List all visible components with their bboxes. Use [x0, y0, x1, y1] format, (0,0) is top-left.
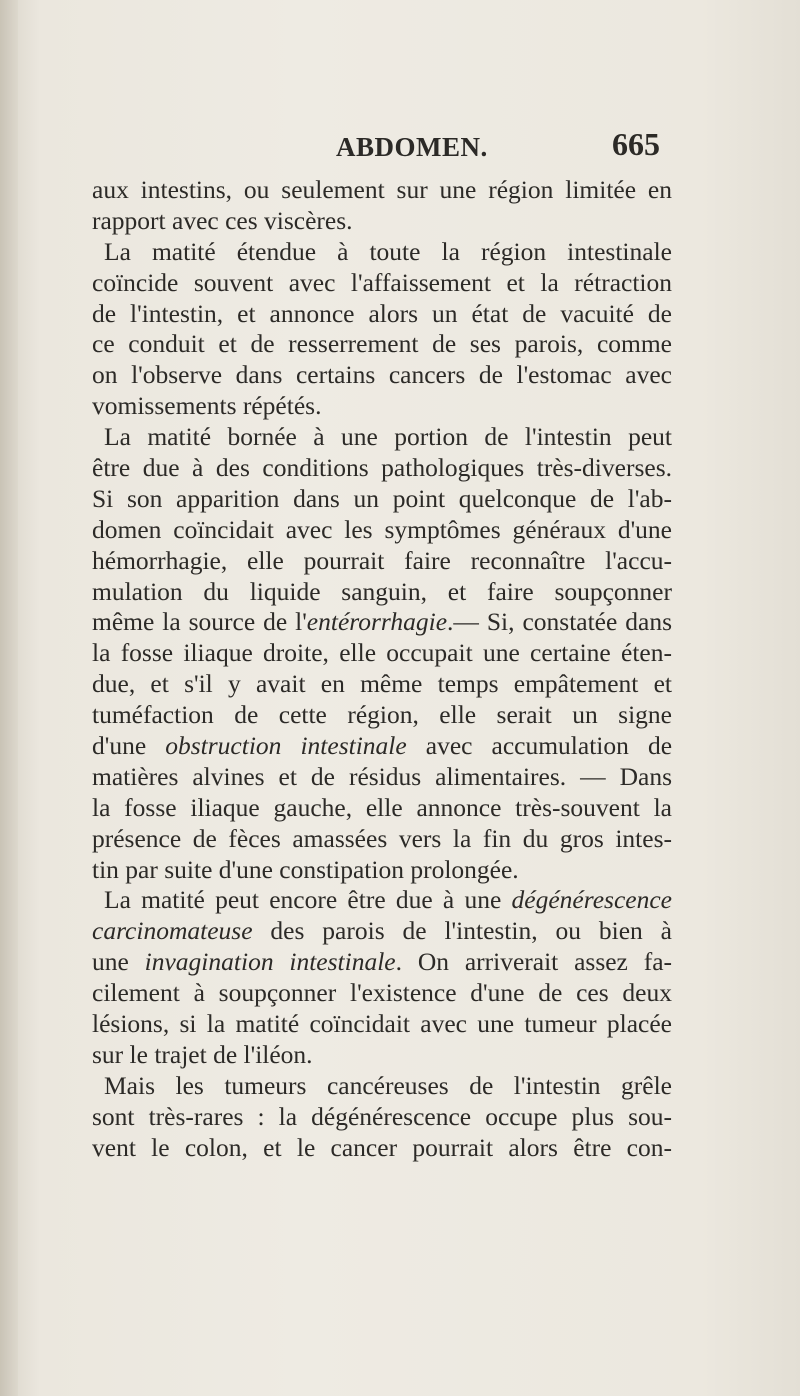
text-segment: même la source de l': [92, 607, 307, 637]
text-segment: .— Si, constatée dans: [447, 607, 673, 637]
text-segment: avec accumulation de: [406, 731, 673, 761]
text-line: lésions, si la matité coïncidait avec une tumeur placée: [92, 1009, 672, 1039]
text-segment: . On arriverait assez fa-: [395, 947, 673, 977]
text-line: La matité bornée à une portion de l'intestin peut: [104, 422, 672, 452]
text-line: [92, 947, 672, 978]
text-line: tin par suite d'une constipation prolongée.: [92, 854, 519, 884]
text-line: aux intestins, ou seulement sur une région limitée en: [92, 175, 672, 204]
text-line: Si son apparition dans un point quelconque de l'ab-: [92, 483, 672, 513]
text-line: vent le colon, et le cancer pourrait alors être con-: [92, 1132, 672, 1162]
page-number: 665: [612, 126, 660, 162]
text-line: [92, 731, 672, 762]
running-title: ABDOMEN.: [336, 132, 488, 162]
text-segment: une: [92, 947, 145, 977]
text-line: cilement à soupçonner l'existence d'une de ces deux: [92, 978, 672, 1008]
text-line: due, et s'il y avait en même temps empâtement et: [92, 669, 672, 699]
text-line: [92, 885, 672, 916]
text-line: [92, 607, 672, 638]
text-line: vomissements répétés.: [92, 391, 322, 421]
text-line: matières alvines et de résidus alimentaires. — Dans: [92, 761, 672, 791]
italic-term: carcinomateuse: [92, 916, 253, 946]
text-segment: des parois de l'intestin, ou bien à: [252, 916, 672, 946]
text-line: hémorrhagie, elle pourrait faire reconnaître l'accu-: [92, 545, 672, 575]
text-line: La matité étendue à toute la région intestinale: [104, 236, 672, 266]
italic-term: obstruction intestinale: [165, 731, 407, 761]
text-line: on l'observe dans certains cancers de l'estomac avec: [92, 360, 672, 390]
italic-term: entérorrhagie: [306, 607, 448, 637]
text-line: être due à des conditions pathologiques très-diverses.: [92, 453, 672, 483]
body-text: [92, 175, 672, 1164]
page-gutter-shadow: [0, 0, 18, 1396]
italic-term: dégénérescence: [511, 885, 672, 915]
text-segment: d'une: [92, 731, 166, 761]
text-line: domen coïncidait avec les symptômes généraux d'une: [92, 514, 672, 544]
text-line: la fosse iliaque droite, elle occupait une certaine éten-: [92, 638, 672, 668]
text-line: ce conduit et de resserrement de ses parois, comme: [92, 329, 672, 359]
text-line: coïncide souvent avec l'affaissement et la rétraction: [92, 267, 672, 297]
italic-term: invagination intestinale: [144, 947, 396, 977]
text-line: sur le trajet de l'iléon.: [92, 1039, 313, 1069]
text-segment: La matité peut encore être due à une: [104, 885, 512, 915]
text-line: tuméfaction de cette région, elle serait un signe: [92, 700, 672, 730]
text-line: présence de fèces amassées vers la fin du gros intes-: [92, 823, 672, 853]
text-line: Mais les tumeurs cancéreuses de l'intestin grêle: [104, 1070, 672, 1100]
page-header: [0, 120, 800, 170]
text-line: mulation du liquide sanguin, et faire soupçonner: [92, 576, 672, 606]
text-line: rapport avec ces viscères.: [92, 205, 353, 235]
text-line: la fosse iliaque gauche, elle annonce très-souvent la: [92, 792, 672, 822]
text-line: [92, 916, 672, 947]
text-line: sont très-rares : la dégénérescence occupe plus sou-: [92, 1101, 672, 1131]
text-line: de l'intestin, et annonce alors un état de vacuité de: [92, 298, 672, 328]
